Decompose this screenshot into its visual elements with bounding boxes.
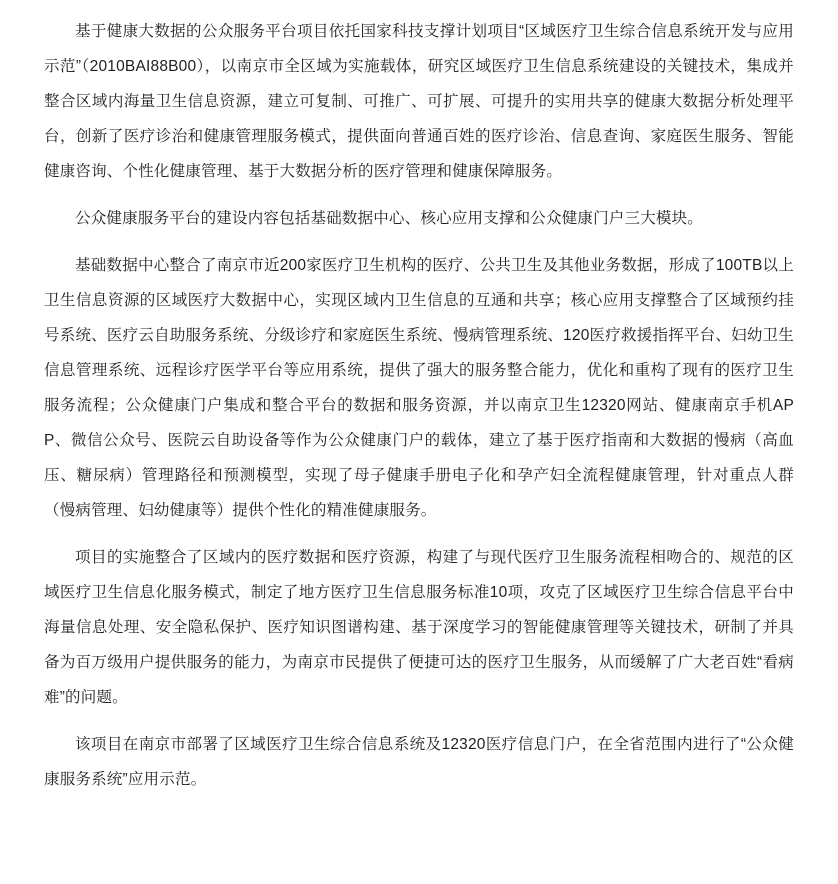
paragraph-4: 项目的实施整合了区域内的医疗数据和医疗资源，构建了与现代医疗卫生服务流程相吻合的、规范的区域医疗卫生信息化服务模式，制定了地方医疗卫生信息服务标准10项，攻克了区域医疗卫生综合信息平台中海量信息处理、安全隐私保护、医疗知识图谱构建、基于深度学习的智能健康管理等关键技术，研制了并具备为百万级用户提供服务的能力，为南京市民提供了便捷可达的医疗卫生服务，从而缓解了广大老百姓“看病难”的问题。 [44, 549, 794, 706]
paragraph-5: 该项目在南京市部署了区域医疗卫生综合信息系统及12320医疗信息门户，在全省范围内进行了“公众健康服务系统”应用示范。 [44, 736, 794, 788]
paragraph-1: 基于健康大数据的公众服务平台项目依托国家科技支撑计划项目“区域医疗卫生综合信息系统开发与应用示范”（2010BAI88B00），以南京市全区域为实施载体，研究区域医疗卫生信息系统建设的关键技术，集成并整合区域内海量卫生信息资源，建立可复制、可推广、可扩展、可提升的实用共享的健康大数据分析处理平台，创新了医疗诊治和健康管理服务模式，提供面向普通百姓的医疗诊治、信息查询、家庭医生服务、智能健康咨询、个性化健康管理、基于大数据分析的医疗管理和健康保障服务。 [44, 23, 794, 180]
paragraph-3: 基础数据中心整合了南京市近200家医疗卫生机构的医疗、公共卫生及其他业务数据，形成了100TB以上卫生信息资源的区域医疗大数据中心，实现区域内卫生信息的互通和共享；核心应用支撑整合了区域预约挂号系统、医疗云自助服务系统、分级诊疗和家庭医生系统、慢病管理系统、120医疗救援指挥平台、妇幼卫生信息管理系统、远程诊疗医学平台等应用系统，提供了强大的服务整合能力，优化和重构了现有的医疗卫生服务流程；公众健康门户集成和整合平台的数据和服务资源，并以南京卫生12320网站、健康南京手机APP、微信公众号、医院云自助设备等作为公众健康门户的载体，建立了基于医疗指南和大数据的慢病（高血压、糖尿病）管理路径和预测模型，实现了母子健康手册电子化和孕产妇全流程健康管理，针对重点人群（慢病管理、妇幼健康等）提供个性化的精准健康服务。 [44, 257, 794, 519]
paragraph-2: 公众健康服务平台的建设内容包括基础数据中心、核心应用支撑和公众健康门户三大模块。 [75, 210, 704, 227]
